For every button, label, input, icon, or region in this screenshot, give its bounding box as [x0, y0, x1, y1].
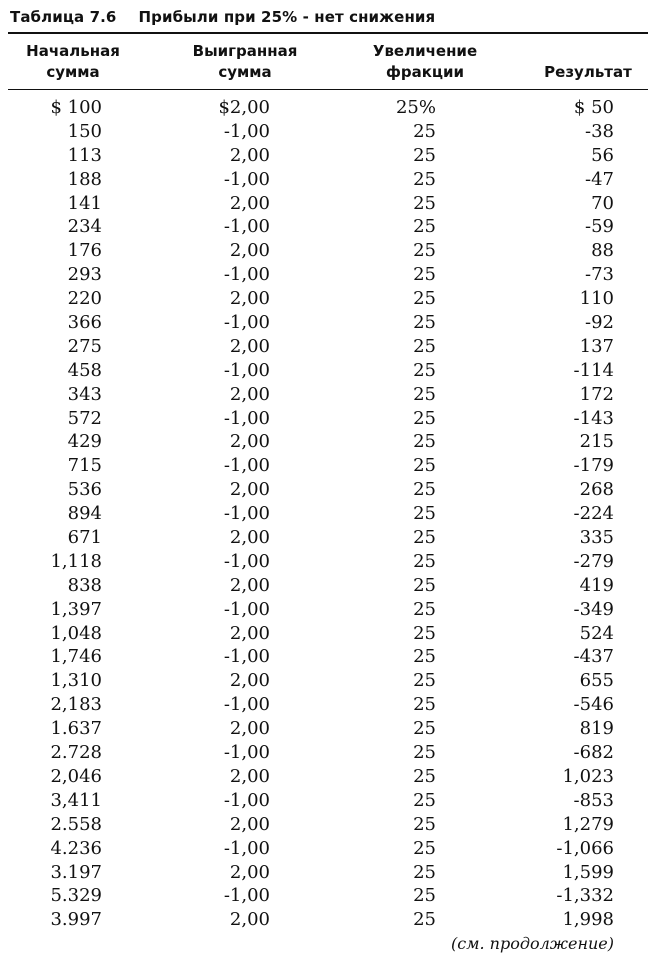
start-amount-cell: 1,118 — [50, 550, 102, 572]
table-row — [0, 908, 652, 932]
start-amount-cell: 2,183 — [50, 694, 102, 716]
table-row — [0, 168, 652, 192]
table-title: Прибыли при 25% - нет снижения — [138, 8, 436, 26]
fraction-cell: 25 — [413, 742, 436, 764]
fraction-cell: 25 — [413, 240, 436, 262]
fraction-cell: 25 — [413, 288, 436, 310]
start-amount-cell: 3.997 — [50, 909, 102, 931]
won-amount-cell: 2,00 — [229, 527, 270, 549]
won-amount-cell: -1,00 — [223, 837, 270, 859]
fraction-cell: 25 — [413, 670, 436, 692]
result-cell: 88 — [591, 240, 614, 262]
start-amount-cell: 894 — [67, 503, 102, 525]
fraction-cell: 25 — [413, 144, 436, 166]
won-amount-cell: 2,00 — [229, 335, 270, 357]
table-row — [0, 526, 652, 550]
won-amount-cell: -1,00 — [223, 742, 270, 764]
won-amount-cell: 2,00 — [229, 861, 270, 883]
fraction-cell: 25 — [413, 718, 436, 740]
header-won-amount: Выигранная сумма — [192, 42, 298, 81]
table-row — [0, 813, 652, 837]
header-rule — [8, 89, 648, 90]
won-amount-cell: -1,00 — [223, 598, 270, 620]
table-body — [0, 96, 652, 932]
table-row — [0, 574, 652, 598]
header-fraction-increase: Увеличение фракции — [372, 42, 478, 81]
result-cell: -853 — [573, 789, 614, 811]
start-amount-cell: 141 — [67, 192, 102, 214]
won-amount-cell: 2,00 — [229, 909, 270, 931]
won-amount-cell: 2,00 — [229, 383, 270, 405]
start-amount-cell: 1.637 — [50, 718, 102, 740]
start-amount-cell: 4.236 — [50, 837, 102, 859]
result-cell: -1,066 — [556, 837, 614, 859]
table-row — [0, 263, 652, 287]
fraction-cell: 25 — [413, 646, 436, 668]
won-amount-cell: 2,00 — [229, 813, 270, 835]
won-amount-cell: -1,00 — [223, 646, 270, 668]
start-amount-cell: 188 — [67, 168, 102, 190]
result-cell: 1,998 — [562, 909, 614, 931]
table-row — [0, 645, 652, 669]
result-cell: -1,332 — [556, 885, 614, 907]
result-cell: -47 — [585, 168, 614, 190]
table-row — [0, 287, 652, 311]
result-cell: -92 — [585, 312, 614, 334]
start-amount-cell: 2.728 — [50, 742, 102, 764]
table-row — [0, 598, 652, 622]
fraction-cell: 25 — [413, 455, 436, 477]
won-amount-cell: -1,00 — [223, 885, 270, 907]
won-amount-cell: $2,00 — [218, 97, 270, 118]
won-amount-cell: -1,00 — [223, 312, 270, 334]
result-cell: 419 — [579, 574, 614, 596]
fraction-cell: 25 — [413, 885, 436, 907]
fraction-cell: 25 — [413, 503, 436, 525]
start-amount-cell: 293 — [67, 264, 102, 286]
result-cell: 137 — [579, 335, 614, 357]
table-row — [0, 502, 652, 526]
start-amount-cell: 838 — [67, 574, 102, 596]
start-amount-cell: 234 — [67, 216, 102, 238]
fraction-cell: 25 — [413, 598, 436, 620]
table-row — [0, 359, 652, 383]
result-cell: -179 — [573, 455, 614, 477]
result-cell: 172 — [579, 383, 614, 405]
won-amount-cell: 2,00 — [229, 574, 270, 596]
top-rule — [8, 32, 648, 34]
fraction-cell: 25 — [413, 837, 436, 859]
table-row — [0, 478, 652, 502]
won-amount-cell: -1,00 — [223, 503, 270, 525]
result-cell: -73 — [585, 264, 614, 286]
fraction-cell: 25% — [395, 97, 436, 118]
fraction-cell: 25 — [413, 765, 436, 787]
won-amount-cell: 2,00 — [229, 431, 270, 453]
result-cell: -546 — [573, 694, 614, 716]
fraction-cell: 25 — [413, 335, 436, 357]
table-row — [0, 430, 652, 454]
start-amount-cell: 150 — [67, 120, 102, 142]
table-caption — [10, 8, 435, 26]
fraction-cell: 25 — [413, 527, 436, 549]
won-amount-cell: -1,00 — [223, 455, 270, 477]
result-cell: 110 — [579, 288, 614, 310]
fraction-cell: 25 — [413, 359, 436, 381]
result-cell: -224 — [573, 503, 614, 525]
fraction-cell: 25 — [413, 550, 436, 572]
table-row — [0, 120, 652, 144]
start-amount-cell: 3,411 — [50, 789, 102, 811]
continued-note: (см. продолжение) — [451, 934, 614, 953]
start-amount-cell: 536 — [67, 479, 102, 501]
won-amount-cell: 2,00 — [229, 192, 270, 214]
table-row — [0, 717, 652, 741]
start-amount-cell: 458 — [67, 359, 102, 381]
won-amount-cell: 2,00 — [229, 240, 270, 262]
won-amount-cell: 2,00 — [229, 622, 270, 644]
table-row — [0, 837, 652, 861]
result-cell: 1,279 — [562, 813, 614, 835]
table-row — [0, 96, 652, 120]
result-cell: 655 — [579, 670, 614, 692]
start-amount-cell: 1,048 — [50, 622, 102, 644]
won-amount-cell: -1,00 — [223, 407, 270, 429]
table-row — [0, 311, 652, 335]
won-amount-cell: 2,00 — [229, 144, 270, 166]
start-amount-cell: 671 — [67, 527, 102, 549]
result-cell: $ 50 — [573, 97, 614, 118]
start-amount-cell: 429 — [67, 431, 102, 453]
start-amount-cell: 3.197 — [50, 861, 102, 883]
start-amount-cell: 220 — [67, 288, 102, 310]
table-row — [0, 861, 652, 885]
table-row — [0, 335, 652, 359]
start-amount-cell: 113 — [67, 144, 102, 166]
result-cell: 70 — [591, 192, 614, 214]
result-cell: -143 — [573, 407, 614, 429]
table-row — [0, 454, 652, 478]
fraction-cell: 25 — [413, 694, 436, 716]
start-amount-cell: 715 — [67, 455, 102, 477]
won-amount-cell: 2,00 — [229, 718, 270, 740]
result-cell: 335 — [579, 527, 614, 549]
won-amount-cell: 2,00 — [229, 765, 270, 787]
start-amount-cell: 1,310 — [50, 670, 102, 692]
fraction-cell: 25 — [413, 216, 436, 238]
header-result: Результат — [544, 63, 632, 81]
won-amount-cell: -1,00 — [223, 216, 270, 238]
fraction-cell: 25 — [413, 407, 436, 429]
table-row — [0, 407, 652, 431]
fraction-cell: 25 — [413, 789, 436, 811]
start-amount-cell: 2,046 — [50, 765, 102, 787]
start-amount-cell: 1,397 — [50, 598, 102, 620]
start-amount-cell: 5.329 — [50, 885, 102, 907]
start-amount-cell: 2.558 — [50, 813, 102, 835]
table-row — [0, 622, 652, 646]
table-row — [0, 215, 652, 239]
won-amount-cell: -1,00 — [223, 168, 270, 190]
table-row — [0, 550, 652, 574]
result-cell: -38 — [585, 120, 614, 142]
table-row — [0, 239, 652, 263]
result-cell: -349 — [573, 598, 614, 620]
result-cell: 1,023 — [562, 765, 614, 787]
table-row — [0, 144, 652, 168]
table-row — [0, 383, 652, 407]
start-amount-cell: 275 — [67, 335, 102, 357]
table-row — [0, 669, 652, 693]
fraction-cell: 25 — [413, 383, 436, 405]
result-cell: -437 — [573, 646, 614, 668]
fraction-cell: 25 — [413, 312, 436, 334]
fraction-cell: 25 — [413, 120, 436, 142]
fraction-cell: 25 — [413, 264, 436, 286]
start-amount-cell: 572 — [67, 407, 102, 429]
fraction-cell: 25 — [413, 813, 436, 835]
table-row — [0, 192, 652, 216]
result-cell: 56 — [591, 144, 614, 166]
won-amount-cell: 2,00 — [229, 670, 270, 692]
fraction-cell: 25 — [413, 431, 436, 453]
table-row — [0, 789, 652, 813]
won-amount-cell: 2,00 — [229, 479, 270, 501]
fraction-cell: 25 — [413, 479, 436, 501]
won-amount-cell: -1,00 — [223, 120, 270, 142]
table-row — [0, 693, 652, 717]
result-cell: -279 — [573, 550, 614, 572]
fraction-cell: 25 — [413, 574, 436, 596]
result-cell: -59 — [585, 216, 614, 238]
result-cell: 819 — [579, 718, 614, 740]
won-amount-cell: -1,00 — [223, 694, 270, 716]
start-amount-cell: 343 — [67, 383, 102, 405]
table-row — [0, 741, 652, 765]
start-amount-cell: 1,746 — [50, 646, 102, 668]
header-start-amount: Начальная сумма — [26, 42, 120, 81]
fraction-cell: 25 — [413, 168, 436, 190]
fraction-cell: 25 — [413, 909, 436, 931]
won-amount-cell: 2,00 — [229, 288, 270, 310]
won-amount-cell: -1,00 — [223, 550, 270, 572]
result-cell: 524 — [579, 622, 614, 644]
start-amount-cell: 176 — [67, 240, 102, 262]
start-amount-cell: $ 100 — [50, 97, 102, 118]
fraction-cell: 25 — [413, 622, 436, 644]
result-cell: 268 — [579, 479, 614, 501]
won-amount-cell: -1,00 — [223, 264, 270, 286]
fraction-cell: 25 — [413, 861, 436, 883]
won-amount-cell: -1,00 — [223, 789, 270, 811]
result-cell: 215 — [579, 431, 614, 453]
result-cell: -682 — [573, 742, 614, 764]
fraction-cell: 25 — [413, 192, 436, 214]
table-label: Таблица 7.6 — [10, 8, 117, 26]
result-cell: -114 — [573, 359, 614, 381]
start-amount-cell: 366 — [67, 312, 102, 334]
table-row — [0, 884, 652, 908]
table-row — [0, 765, 652, 789]
won-amount-cell: -1,00 — [223, 359, 270, 381]
result-cell: 1,599 — [562, 861, 614, 883]
